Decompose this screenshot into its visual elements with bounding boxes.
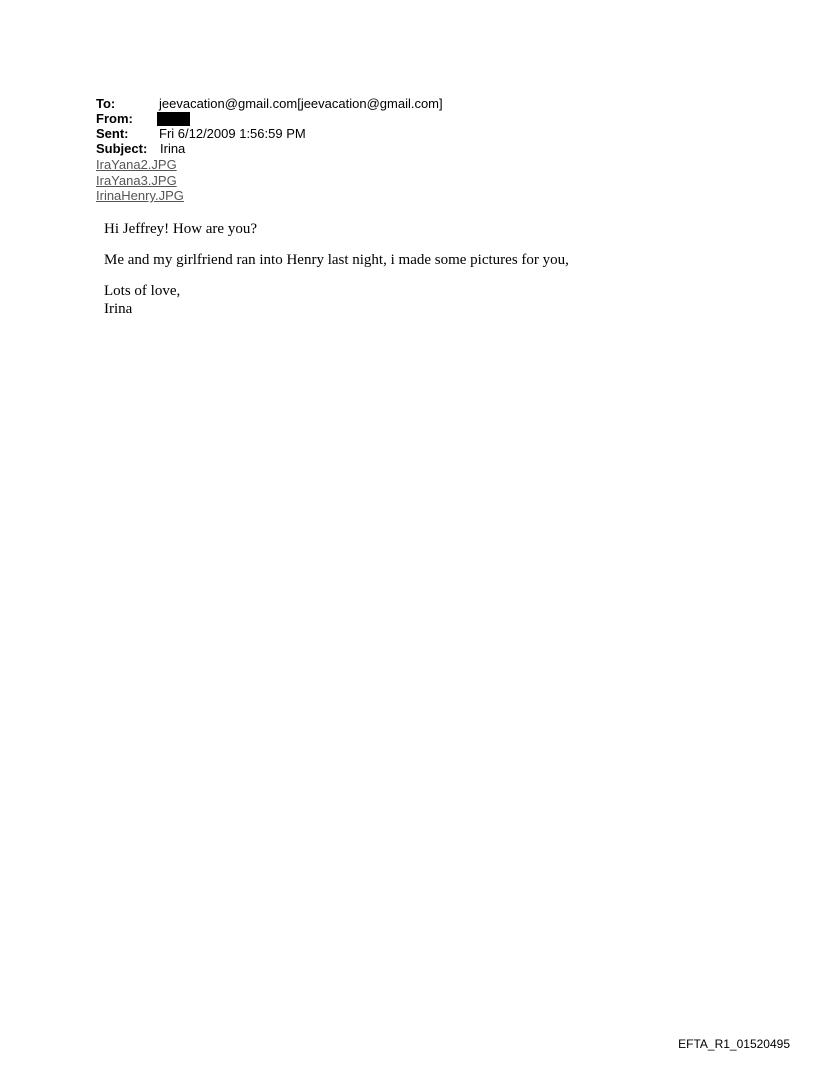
redaction-box bbox=[157, 112, 190, 126]
closing-text: Lots of love, bbox=[104, 283, 181, 299]
from-label: From: bbox=[96, 111, 133, 126]
subject-value: Irina bbox=[160, 141, 186, 156]
to-value: jeevacation@gmail.com[jeevacation@gmail.com] bbox=[159, 96, 443, 111]
sent-label: Sent: bbox=[96, 126, 129, 141]
subject-label: Subject: bbox=[96, 141, 148, 156]
message-paragraph: Me and my girlfriend ran into Henry last night, i made some pictures for you, bbox=[104, 252, 569, 268]
sent-value: Fri 6/12/2009 1:56:59 PM bbox=[159, 126, 306, 141]
signature-text: Irina bbox=[104, 301, 133, 317]
attachment-link-irayana2[interactable]: IraYana2.JPG bbox=[96, 157, 177, 172]
document-id: EFTA_R1_01520495 bbox=[678, 1037, 790, 1051]
attachment-link-irinahenry[interactable]: IrinaHenry.JPG bbox=[96, 188, 184, 203]
email-body bbox=[104, 220, 569, 318]
attachment-list bbox=[96, 157, 184, 204]
attachment-link-irayana3[interactable]: IraYana3.JPG bbox=[96, 172, 177, 188]
to-label: To: bbox=[96, 96, 116, 111]
greeting-text: Hi Jeffrey! How are you? bbox=[104, 221, 257, 237]
